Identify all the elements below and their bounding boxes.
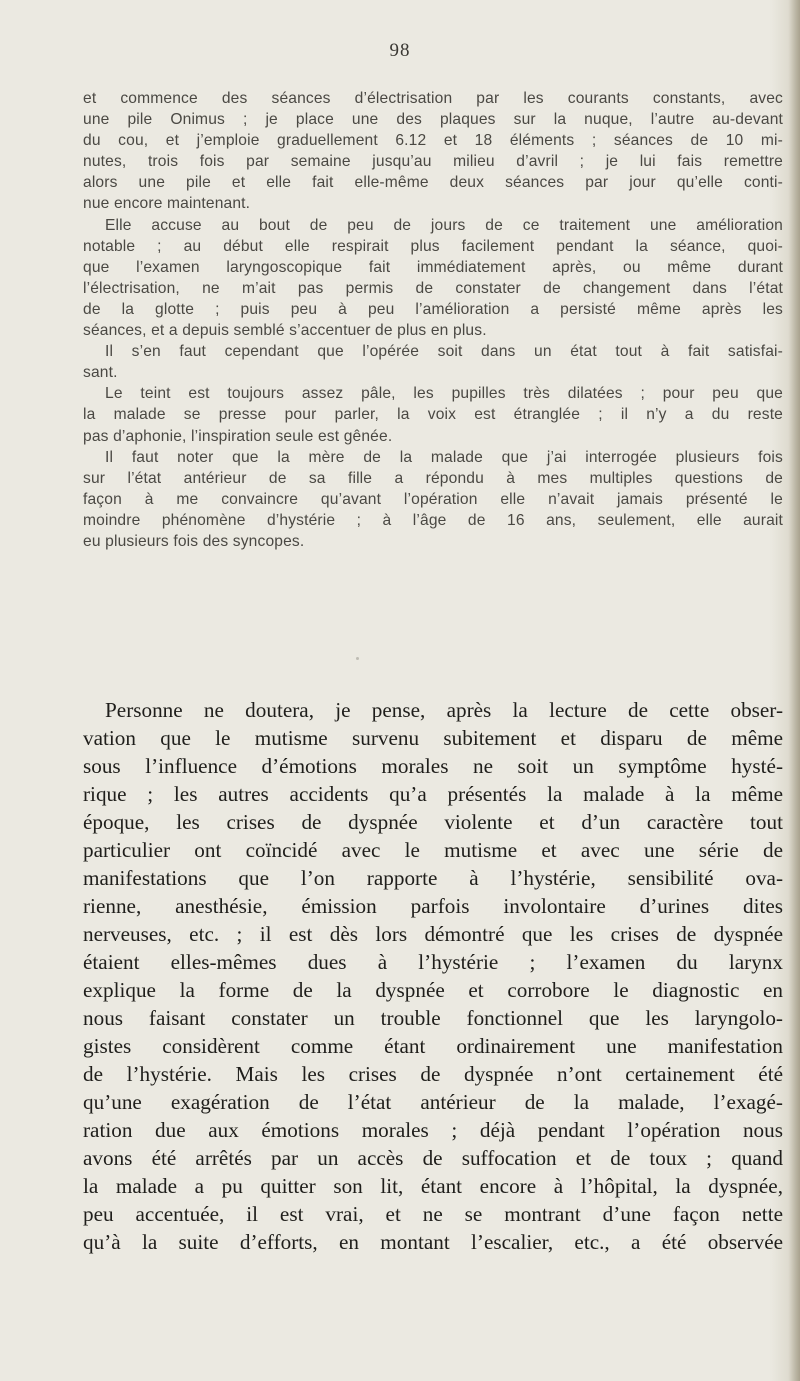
- text-line: séances, et a depuis semblé s’accentuer de plus en plus.: [83, 322, 487, 340]
- text-line: moindre phénomène d’hystérie ; à l’âge de 16 ans, seulement, elle aurait: [83, 511, 783, 529]
- text-line: Personne ne doutera, je pense, après la lecture de cette obser-: [105, 698, 783, 722]
- text-line: peu accentuée, il est vrai, et ne se montrant d’une façon nette: [83, 1202, 783, 1226]
- text-line: une pile Onimus ; je place une des plaques sur la nuque, l’autre au-devant: [83, 111, 783, 129]
- text-line: Le teint est toujours assez pâle, les pupilles très dilatées ; pour peu que: [105, 385, 783, 403]
- text-line: nous faisant constater un trouble fonctionnel que les laryngolo-: [83, 1006, 783, 1030]
- text-line: Il s’en faut cependant que l’opérée soit dans un état tout à fait satisfai-: [105, 343, 783, 361]
- text-line: étaient elles-mêmes dues à l’hystérie ; l’examen du larynx: [83, 950, 783, 974]
- text-line: de la glotte ; puis peu à peu l’amélioration a persisté même après les: [83, 300, 783, 318]
- text-line: pas d’aphonie, l’inspiration seule est gênée.: [83, 427, 393, 445]
- case-report-small-print: [83, 88, 783, 552]
- text-line: Il faut noter que la mère de la malade que j’ai interrogée plusieurs fois: [105, 448, 783, 466]
- text-line: nue encore maintenant.: [83, 195, 251, 213]
- ink-speck: [356, 657, 359, 660]
- text-line: et commence des séances d’électrisation par les courants constants, avec: [83, 90, 783, 107]
- text-line: époque, les crises de dyspnée violente et d’un caractère tout: [83, 810, 783, 834]
- text-line: rienne, anesthésie, émission parfois involontaire d’urines dites: [83, 894, 783, 918]
- text-line: la malade se presse pour parler, la voix est étranglée ; il n’y a du reste: [83, 406, 783, 424]
- text-line: que l’examen laryngoscopique fait immédiatement après, ou même durant: [83, 258, 783, 276]
- page-edge-shadow: [788, 0, 800, 1381]
- text-line: sous l’influence d’émotions morales ne soit un symptôme hysté-: [83, 754, 783, 778]
- text-line: de l’hystérie. Mais les crises de dyspnée n’ont certainement été: [83, 1062, 783, 1086]
- text-line: ration due aux émotions morales ; déjà pendant l’opération nous: [83, 1118, 783, 1142]
- text-line: sant.: [83, 364, 118, 382]
- text-line: sur l’état antérieur de sa fille a répondu à mes multiples questions de: [83, 469, 783, 487]
- text-line: qu’une exagération de l’état antérieur de la malade, l’exagé-: [83, 1090, 783, 1114]
- text-line: notable ; au début elle respirait plus facilement pendant la séance, quoi-: [83, 237, 783, 255]
- text-line: particulier ont coïncidé avec le mutisme et avec une série de: [83, 838, 783, 862]
- text-line: manifestations que l’on rapporte à l’hystérie, sensibilité ova-: [83, 866, 783, 890]
- text-line: du cou, et j’emploie graduellement 6.12 et 18 éléments ; séances de 10 mi-: [83, 132, 783, 150]
- text-line: qu’à la suite d’efforts, en montant l’escalier, etc., a été observée: [83, 1230, 783, 1254]
- text-line: l’électrisation, ne m’ait pas permis de constater de changement dans l’état: [83, 279, 783, 297]
- page-number: 98: [389, 40, 411, 61]
- commentary-paragraph: [83, 696, 783, 1256]
- text-line: vation que le mutisme survenu subitement et disparu de même: [83, 726, 783, 750]
- text-line: avons été arrêtés par un accès de suffocation et de toux ; quand: [83, 1146, 783, 1170]
- text-line: nutes, trois fois par semaine jusqu’au milieu d’avril ; je lui fais remettre: [83, 153, 783, 171]
- text-line: façon à me convaincre qu’avant l’opération elle n’avait jamais présenté le: [83, 490, 783, 508]
- text-line: la malade a pu quitter son lit, étant encore à l’hôpital, la dyspnée,: [83, 1174, 783, 1198]
- text-line: gistes considèrent comme étant ordinairement une manifestation: [83, 1034, 783, 1058]
- text-line: rique ; les autres accidents qu’a présentés la malade à la même: [83, 782, 783, 806]
- text-line: explique la forme de la dyspnée et corrobore le diagnostic en: [83, 978, 783, 1002]
- text-line: Elle accuse au bout de peu de jours de ce traitement une amélioration: [105, 216, 783, 234]
- text-line: eu plusieurs fois des syncopes.: [83, 532, 305, 550]
- text-line: alors une pile et elle fait elle-même deux séances par jour qu’elle conti-: [83, 174, 783, 192]
- text-line: nerveuses, etc. ; il est dès lors démontré que les crises de dyspnée: [83, 922, 783, 946]
